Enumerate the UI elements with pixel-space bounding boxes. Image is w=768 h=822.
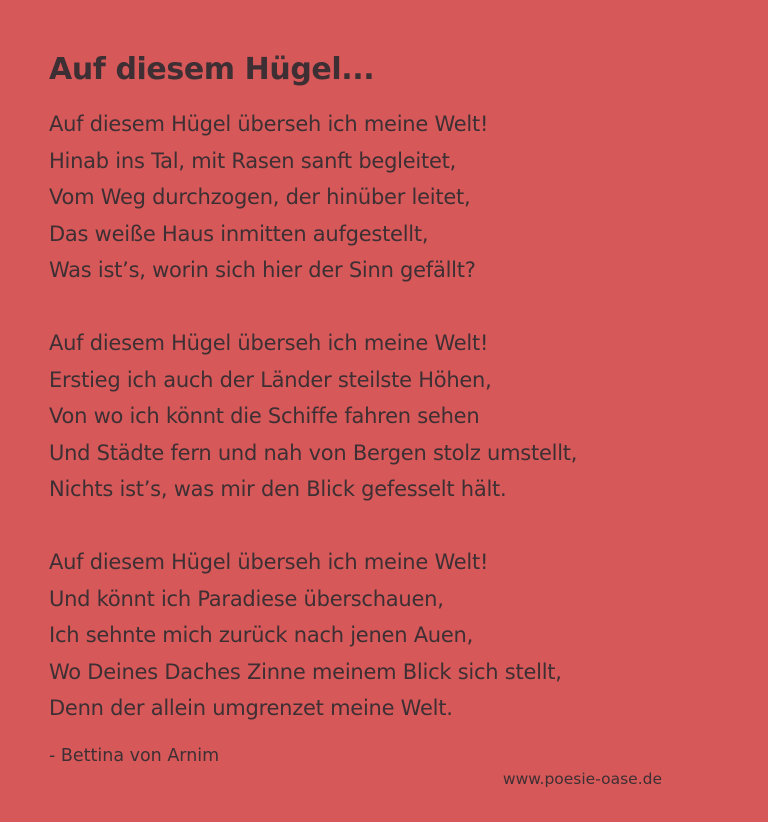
poem-author: - Bettina von Arnim xyxy=(49,746,220,766)
poem-line: Vom Weg durchzogen, der hinüber leitet, xyxy=(49,185,471,209)
poem-line: Denn der allein umgrenzet meine Welt. xyxy=(49,696,453,720)
poem-line: Auf diesem Hügel überseh ich meine Welt! xyxy=(49,331,489,355)
poem-line: Und Städte fern und nah von Bergen stolz umstellt, xyxy=(49,440,578,465)
website-credit: www.poesie-oase.de xyxy=(502,770,662,788)
poem-line: Erstieg ich auch der Länder steilste Höhen, xyxy=(49,367,492,392)
poem-line: Und könnt ich Paradiese überschauen, xyxy=(49,586,444,611)
poem-line: Auf diesem Hügel überseh ich meine Welt! xyxy=(49,550,489,574)
stanza-2 xyxy=(49,325,749,508)
poem-line: Was ist’s, worin sich hier der Sinn gefällt? xyxy=(49,258,476,282)
poem-line: Wo Deines Daches Zinne meinem Blick sich stellt, xyxy=(49,659,562,684)
poem-line: Von wo ich könnt die Schiffe fahren sehen xyxy=(49,404,480,428)
poem-line: Hinab ins Tal, mit Rasen sanft begleitet, xyxy=(49,148,457,173)
poem-title: Auf diesem Hügel... xyxy=(49,52,375,87)
poem-line: Auf diesem Hügel überseh ich meine Welt! xyxy=(49,112,489,136)
poem-line: Nichts ist’s, was mir den Blick gefesselt hält. xyxy=(49,477,507,501)
poem-body xyxy=(49,106,749,763)
stanza-1 xyxy=(49,106,749,289)
poem-line: Das weiße Haus inmitten aufgestellt, xyxy=(49,221,429,246)
stanza-3 xyxy=(49,544,749,727)
poem-line: Ich sehnte mich zurück nach jenen Auen, xyxy=(49,623,474,647)
